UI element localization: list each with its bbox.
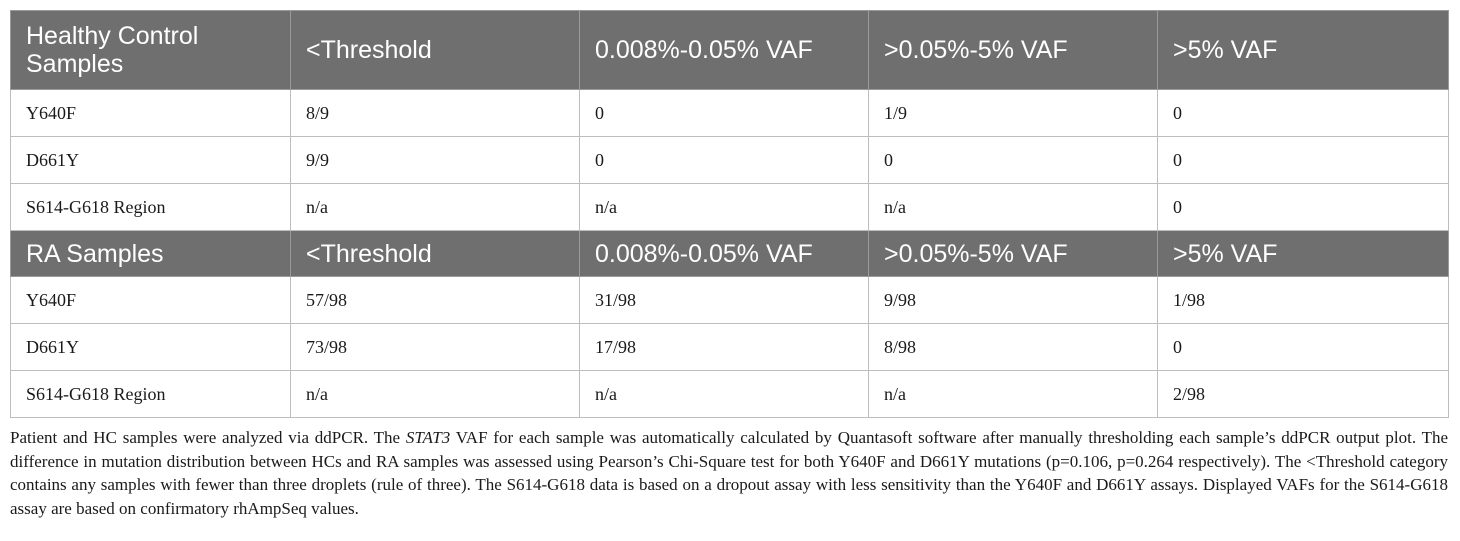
table-footnote [10, 426, 1448, 520]
table-cell: 8/98 [869, 324, 1158, 371]
table-cell: n/a [580, 371, 869, 418]
table-cell: 8/9 [291, 90, 580, 137]
table-row [11, 324, 1449, 371]
table-cell: n/a [291, 184, 580, 231]
table-cell: n/a [291, 371, 580, 418]
table-cell: 17/98 [580, 324, 869, 371]
hc-header-row [11, 11, 1449, 90]
header-cell: >0.05%-5% VAF [869, 11, 1158, 90]
table-cell: 0 [1158, 137, 1449, 184]
row-label: Y640F [11, 90, 291, 137]
row-label: S614-G618 Region [11, 184, 291, 231]
table-cell: n/a [869, 371, 1158, 418]
table-row [11, 277, 1449, 324]
row-label: D661Y [11, 137, 291, 184]
header-cell: Healthy Control Samples [11, 11, 291, 90]
header-cell: 0.008%-0.05% VAF [580, 231, 869, 277]
table-cell: n/a [869, 184, 1158, 231]
table-row [11, 184, 1449, 231]
table-cell: 0 [1158, 324, 1449, 371]
table-row [11, 371, 1449, 418]
header-cell: RA Samples [11, 231, 291, 277]
row-label: D661Y [11, 324, 291, 371]
table-cell: 0 [580, 90, 869, 137]
table-cell: 0 [1158, 184, 1449, 231]
header-cell: <Threshold [291, 231, 580, 277]
header-cell: <Threshold [291, 11, 580, 90]
table-cell: 73/98 [291, 324, 580, 371]
footnote-text-rest: VAF for each sample was automatically calculated by Quantasoft software after manually thresholding each sample’s ddPCR output plot. The difference in mutation distribution between HCs and RA samples was assessed using Pearson’s Chi-Square test for both Y640F and D661Y mutations (p=0.106, p=0.264 respectively). The <Threshold category contains any samples with fewer than three droplets (rule of three). The S614-G618 data is based on a dropout assay with less sensitivity than the Y640F and D661Y assays. Displayed VAFs for the S614-G618 assay are based on confirmatory rhAmpSeq values. [10, 428, 1448, 518]
table-cell: 2/98 [1158, 371, 1449, 418]
table-cell: n/a [580, 184, 869, 231]
ra-header-row [11, 231, 1449, 277]
table-cell: 1/9 [869, 90, 1158, 137]
table-cell: 9/9 [291, 137, 580, 184]
results-table-container [10, 10, 1448, 537]
header-cell: 0.008%-0.05% VAF [580, 11, 869, 90]
table-cell: 57/98 [291, 277, 580, 324]
table-cell: 0 [869, 137, 1158, 184]
header-cell: >0.05%-5% VAF [869, 231, 1158, 277]
vaf-results-table [10, 10, 1449, 418]
header-cell: >5% VAF [1158, 11, 1449, 90]
table-cell: 1/98 [1158, 277, 1449, 324]
table-row [11, 90, 1449, 137]
header-cell: >5% VAF [1158, 231, 1449, 277]
row-label: Y640F [11, 277, 291, 324]
table-row [11, 137, 1449, 184]
table-cell: 0 [580, 137, 869, 184]
table-cell: 0 [1158, 90, 1449, 137]
row-label: S614-G618 Region [11, 371, 291, 418]
footnote-text-start: Patient and HC samples were analyzed via ddPCR. The [10, 428, 406, 447]
table-cell: 9/98 [869, 277, 1158, 324]
table-cell: 31/98 [580, 277, 869, 324]
gene-name: STAT3 [405, 428, 451, 447]
